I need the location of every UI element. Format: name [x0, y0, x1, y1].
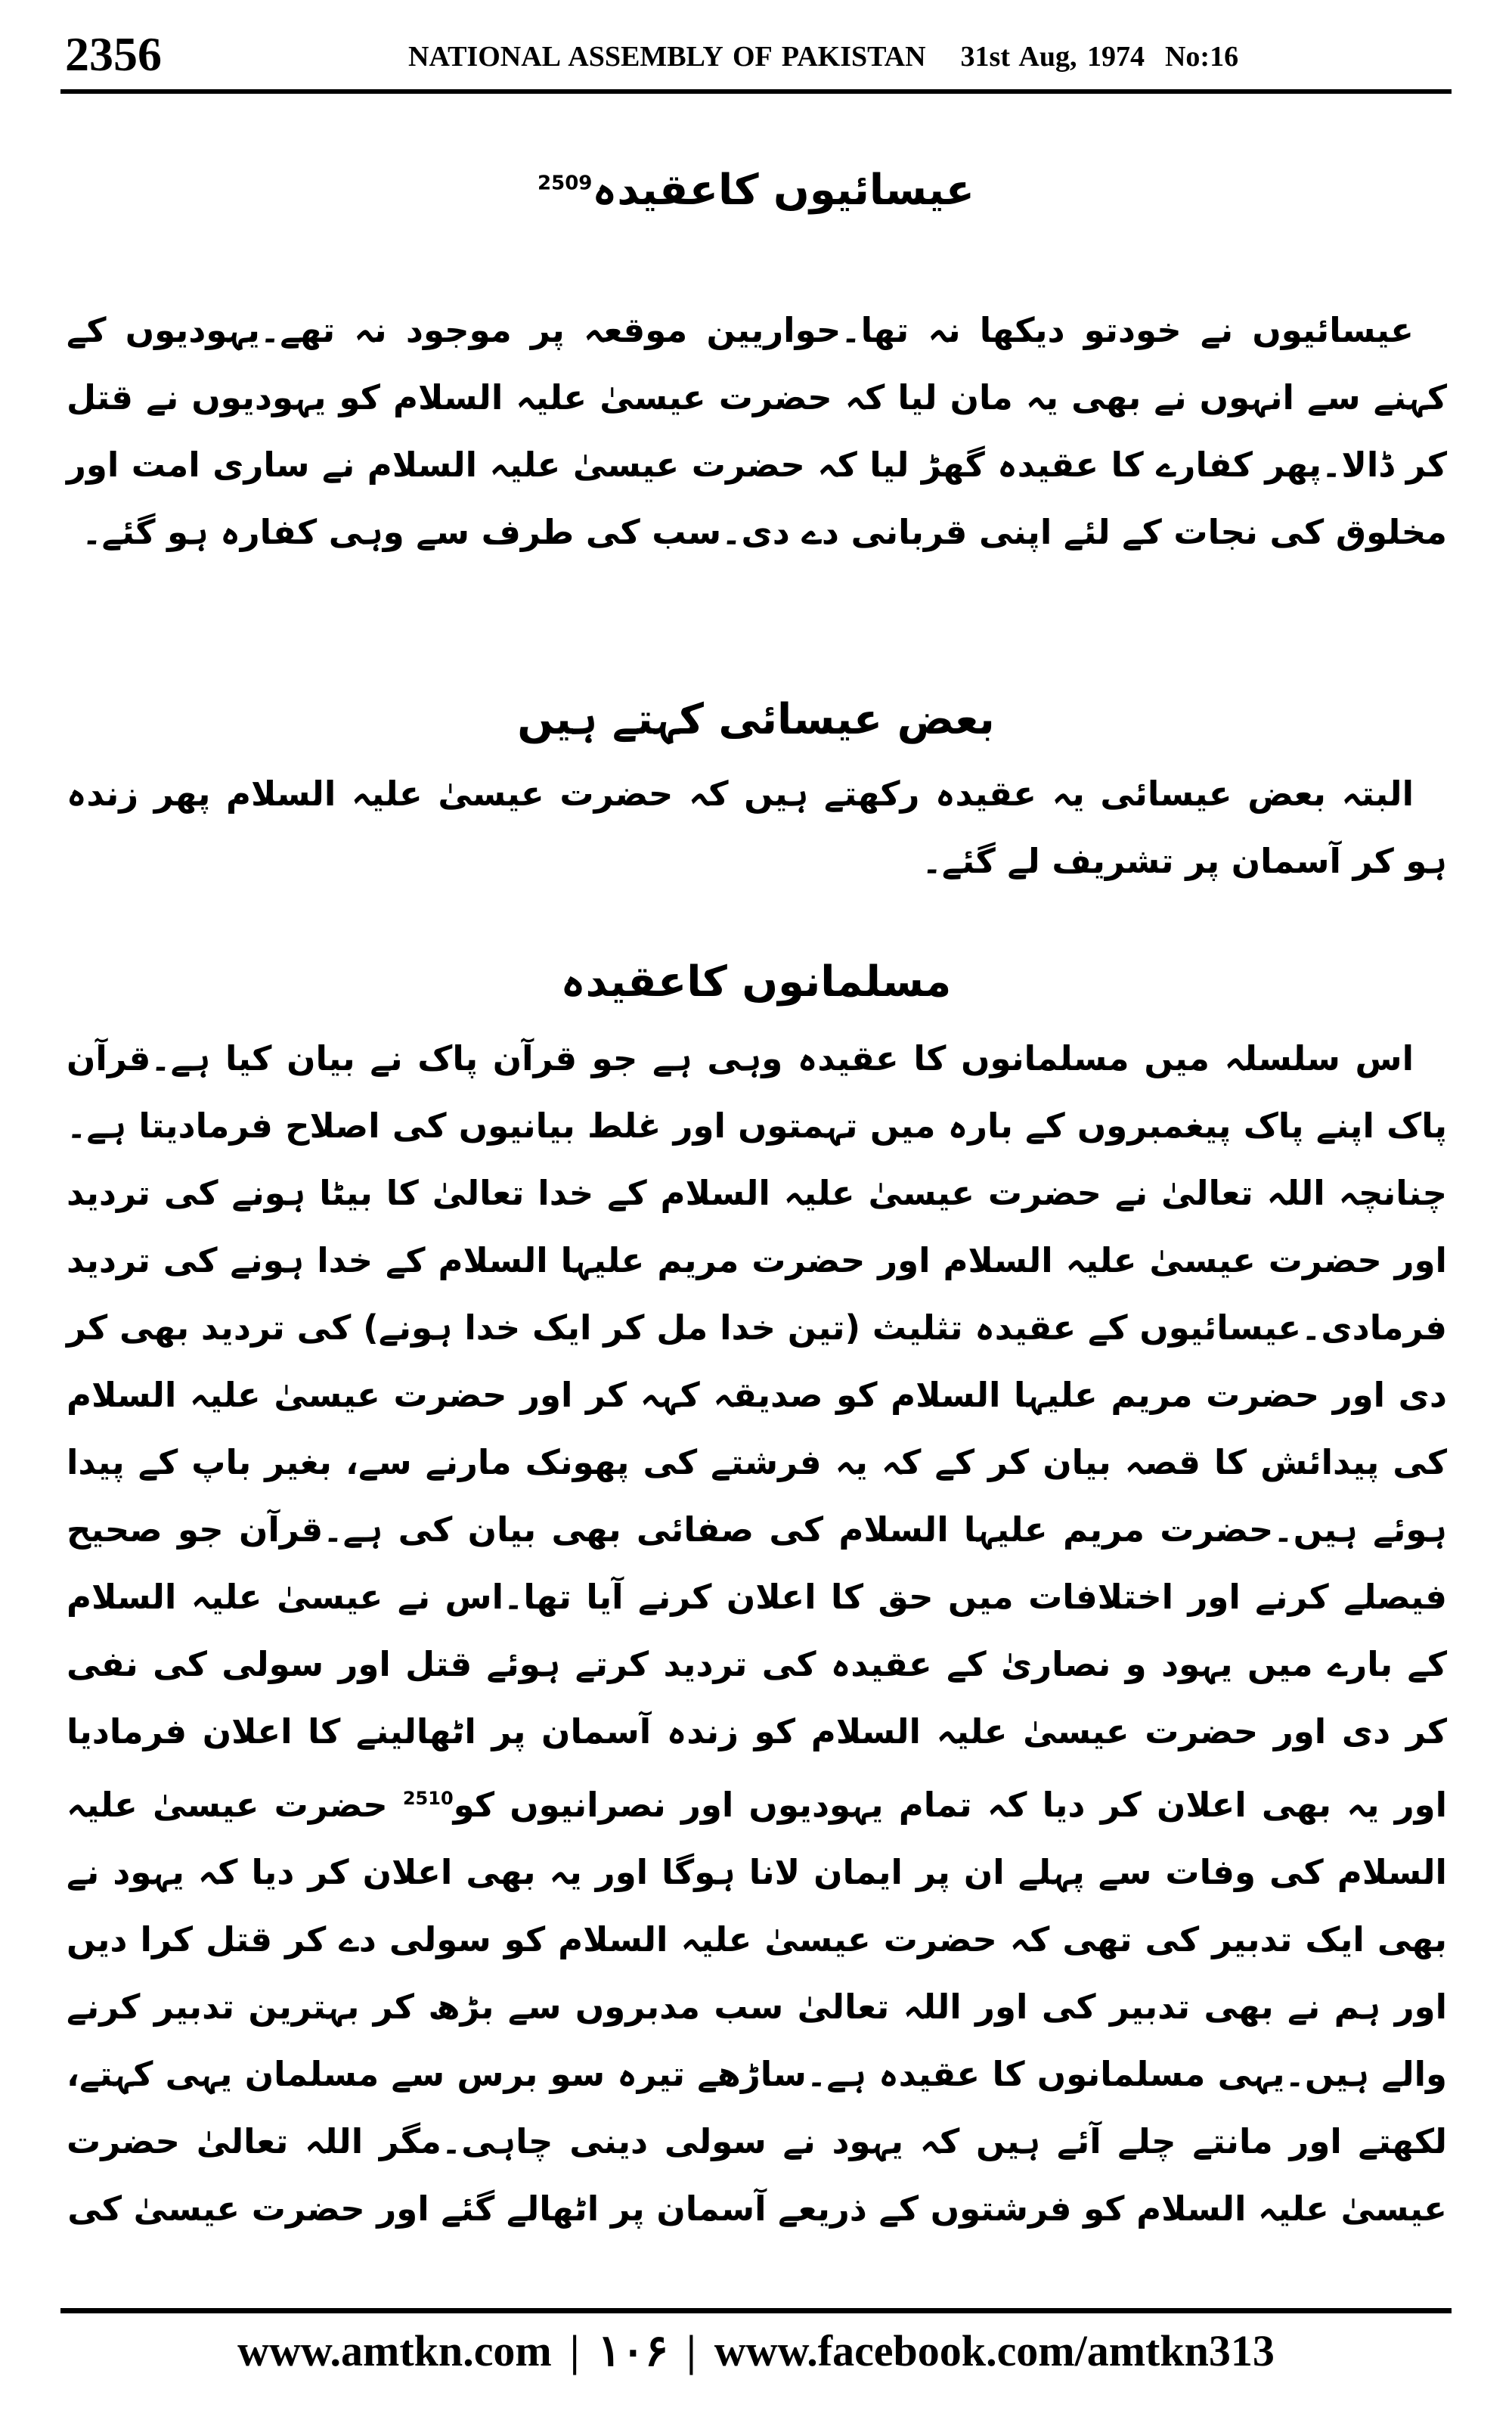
- paragraph-some-christians: [67, 760, 1447, 895]
- heading-text: مسلمانوں کاعقیدہ: [560, 957, 952, 1007]
- heading-text: بعض عیسائی کہتے ہیں: [517, 695, 995, 744]
- footer-separator: |: [569, 2326, 580, 2375]
- footnote-ref: 2509: [538, 172, 593, 195]
- section-heading-muslim-belief: [0, 957, 1512, 1007]
- header-rule: [60, 89, 1452, 94]
- footer-page-marker: ۱۰۶: [597, 2326, 669, 2375]
- footer-facebook-link[interactable]: www.facebook.com/amtkn313: [714, 2326, 1275, 2375]
- paragraph-text: عیسائیوں نے خودتو دیکھا نہ تھا۔حواریین موقعہ پر موجود نہ تھے۔یہودیوں کے کہنے سے انہوں نے بھی یہ مان لیا کہ حضرت عیسیٰ علیہ السلام کو یہودیوں نے قتل کر ڈالا۔پھر کفارے کا عقیدہ گھڑ لیا کہ حضرت عیسیٰ علیہ السلام نے ساری امت اور مخلوق کی نجات کے لئے اپنی قربانی دے دی۔سب کی طرف سے وہی کفارہ ہو گئے۔: [67, 310, 1447, 552]
- paragraph-muslim-belief: [67, 1025, 1447, 2242]
- paragraph-christian-belief: [67, 296, 1447, 566]
- footnote-ref: 2510: [402, 1788, 454, 1809]
- heading-text: عیسائیوں کاعقیدہ: [592, 166, 974, 215]
- issue-number: No:16: [1164, 41, 1239, 73]
- section-heading-christian-belief: [0, 165, 1512, 216]
- running-header: [408, 42, 1238, 71]
- footer: [0, 2326, 1512, 2375]
- footer-website-link[interactable]: www.amtkn.com: [237, 2326, 552, 2375]
- session-date: 31st Aug, 1974: [960, 41, 1145, 73]
- page-number: 2356: [65, 27, 162, 81]
- section-heading-some-christians: [0, 694, 1512, 745]
- footer-rule: [60, 2308, 1452, 2313]
- publication-name: NATIONAL ASSEMBLY OF PAKISTAN: [408, 41, 926, 73]
- paragraph-text: اس سلسلہ میں مسلمانوں کا عقیدہ وہی ہے جو قرآن پاک نے بیان کیا ہے۔قرآن پاک اپنے پاک پیغمبروں کے بارہ میں تہمتوں اور غلط بیانیوں کی اصلاح فرمادیتا ہے۔چنانچہ اللہ تعالیٰ نے حضرت عیسیٰ علیہ السلام کے خدا تعالیٰ کا بیٹا ہونے کی تردید اور حضرت عیسیٰ علیہ السلام اور حضرت مریم علیہا السلام کے خدا ہونے کی تردید فرمادی۔عیسائیوں کے عقیدہ تثلیث (تین خدا مل کر ایک خدا ہونے) کی تردید بھی کر دی اور حضرت مریم علیہا السلام کو صدیقہ کہہ کر اور حضرت عیسیٰ علیہ السلام کی پیدائش کا قصہ بیان کر کے کہ یہ فرشتے کی پھونک مارنے سے، بغیر باپ کے پیدا ہوئے ہیں۔حضرت مریم علیہا السلام کی صفائی بھی بیان کی ہے۔قرآن جو صحیح فیصلے کرنے اور اختلافات میں حق کا اعلان کرنے آیا تھا۔اس نے عیسیٰ علیہ السلام کے بارے میں یہود و نصاریٰ کے عقیدہ کی تردید کرتے ہوئے قتل اور سولی کی نفی کر دی اور حضرت عیسیٰ علیہ السلام کو زندہ آسمان پر اٹھالینے کا اعلان فرمادیا اور یہ بھی اعلان کر دیا کہ تمام یہودیوں اور نصرانیوں کو: [67, 1038, 1448, 1825]
- footer-separator: |: [686, 2326, 696, 2375]
- paragraph-text: البتہ بعض عیسائی یہ عقیدہ رکھتے ہیں کہ حضرت عیسیٰ علیہ السلام پھر زندہ ہو کر آسمان پر تشریف لے گئے۔: [67, 774, 1447, 881]
- paragraph-text-continued: حضرت عیسیٰ علیہ السلام کی وفات سے پہلے ان پر ایمان لانا ہوگا اور یہ بھی اعلان کر دیا کہ یہود نے بھی ایک تدبیر کی تھی کہ حضرت عیسیٰ علیہ السلام کو سولی دے کر قتل کرا دیں اور ہم نے بھی تدبیر کی اور اللہ تعالیٰ سب مدبروں سے بڑھ کر بہترین تدبیر کرنے والے ہیں۔یہی مسلمانوں کا عقیدہ ہے۔ساڑھے تیرہ سو برس سے مسلمان یہی کہتے، لکھتے اور مانتے چلے آئے ہیں کہ یہود نے سولی دینی چاہی۔مگر اللہ تعالیٰ حضرت عیسیٰ علیہ السلام کو فرشتوں کے ذریعے آسمان پر اٹھالے گئے اور حضرت عیسیٰ کی: [67, 1785, 1447, 2229]
